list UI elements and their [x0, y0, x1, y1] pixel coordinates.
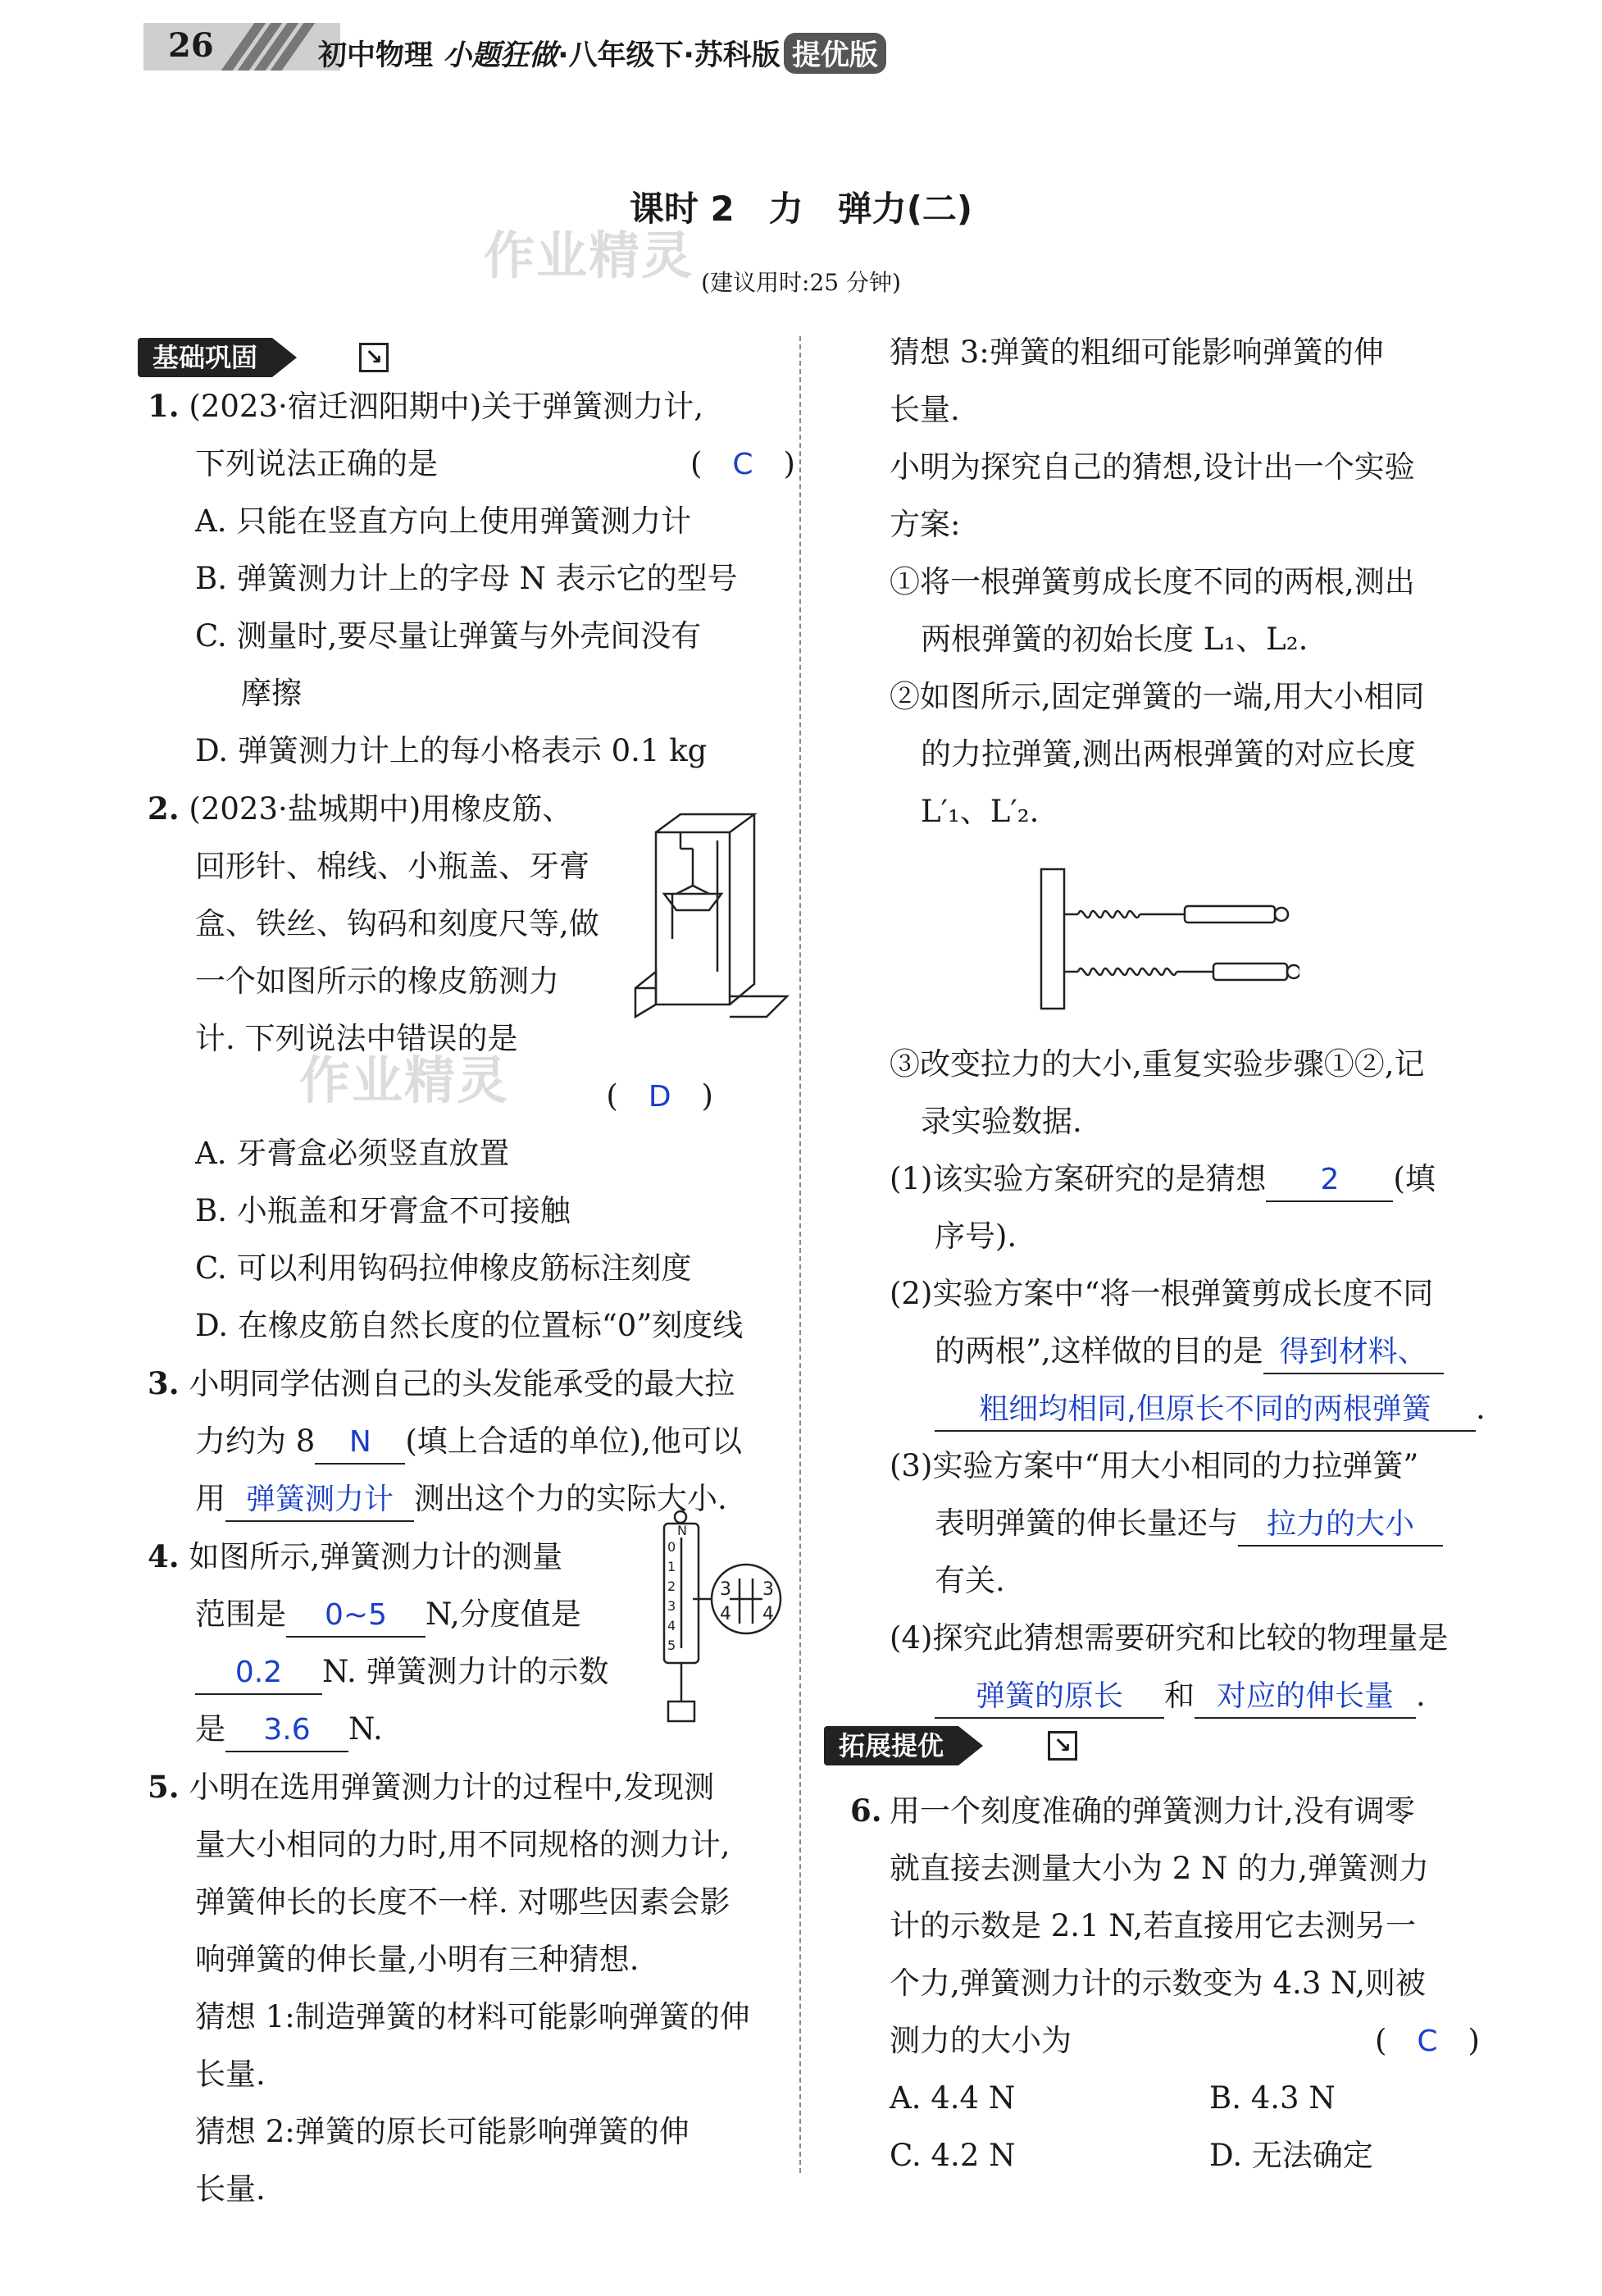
plan-intro-cont: 方案: [890, 507, 961, 542]
question-stem: (1)该实验方案研究的是猜想 [890, 1161, 1267, 1196]
question-stem: 计的示数是 2.1 N,若直接用它去测另一 [890, 1908, 1417, 1943]
options-row [890, 2070, 1480, 2127]
answer-bracket: ( C ) [689, 446, 795, 481]
guess-1: 猜想 1:制造弹簧的材料可能影响弹簧的伸 [195, 1999, 750, 2034]
sub-question-2-cont [890, 1323, 1480, 1380]
question-stem: 如图所示,弹簧测力计的测量 [189, 1539, 563, 1574]
question-stem: . [1416, 1678, 1426, 1713]
step-3: ③改变拉力的大小,重复实验步骤①②,记 [890, 1046, 1425, 1082]
sub-question-2: (2)实验方案中“将一根弹簧剪成长度不同 [890, 1276, 1434, 1311]
question-stem: (填上合适的单位),他可以 [405, 1424, 742, 1459]
guess-3: 猜想 3:弹簧的粗细可能影响弹簧的伸 [890, 335, 1384, 370]
question-stem: (填 [1393, 1161, 1436, 1196]
question-stem: 范围是 [195, 1597, 286, 1632]
question-number: 4. [148, 1538, 180, 1574]
section-extension: 拓展提优 [824, 1726, 958, 1765]
sub-question-4-cont [890, 1667, 1480, 1724]
option-d: D. 在橡皮筋自然长度的位置标“0”刻度线 [195, 1308, 744, 1343]
question-number: 5. [148, 1769, 180, 1805]
answer: 弹簧测力计 [245, 1483, 394, 1516]
sub-question-1 [890, 1150, 1480, 1208]
option-c: C. 测量时,要尽量让弹簧与外壳间没有 [195, 618, 702, 654]
answer: N [348, 1425, 371, 1459]
question-stem: . [1476, 1391, 1486, 1426]
question-stem: N. [348, 1711, 383, 1747]
question-stem: 和 [1164, 1678, 1195, 1713]
series-suffix: ·八年级下·苏科版 [558, 39, 781, 72]
answer-blank [1195, 1675, 1416, 1719]
scale-tick-label: 4 [667, 1618, 676, 1633]
scale-tick-label: 3 [667, 1598, 676, 1614]
answer-bracket-line [148, 1068, 795, 1125]
option-c: C. 4.2 N [890, 2138, 1016, 2173]
edition-badge: 提优版 [784, 33, 886, 74]
watermark: 作业精灵 [299, 1050, 510, 1110]
guess-2-cont: 长量. [195, 2171, 266, 2207]
left-column [148, 377, 795, 2218]
rubber-band-meter-figure [631, 808, 795, 1029]
step-2: ②如图所示,固定弹簧的一端,用大小相同 [890, 679, 1425, 714]
arrow-icon: ↘ [359, 343, 389, 372]
sub-question-3: (3)实验方案中“用大小相同的力拉弹簧” [890, 1448, 1419, 1483]
option-c: C. 可以利用钩码拉伸橡皮筋标注刻度 [195, 1250, 692, 1286]
scale-tick-label: 5 [667, 1638, 676, 1653]
question-stem: 小明在选用弹簧测力计的过程中,发现测 [189, 1770, 715, 1805]
question-stem: 一个如图所示的橡皮筋测力 [195, 963, 559, 999]
column-divider [799, 336, 801, 2173]
answer: 弹簧的原长 [975, 1679, 1123, 1713]
answer: 0.2 [234, 1656, 283, 1689]
question-stem: 回形针、棉线、小瓶盖、牙膏 [195, 849, 589, 884]
options-row [890, 2127, 1480, 2184]
zoom-tick-label: 4 [762, 1604, 774, 1624]
answer: C [732, 448, 753, 481]
question-stem: (2023·盐城期中)用橡皮筋、 [189, 791, 573, 827]
answer: 3.6 [263, 1713, 311, 1747]
question-stem: 用 [195, 1481, 225, 1516]
guess-3-cont: 长量. [890, 392, 960, 427]
section-basic: 基础巩固 [138, 338, 272, 377]
answer-blank [1263, 1331, 1444, 1374]
question-stem: N,分度值是 [426, 1597, 581, 1632]
question-5 [148, 1758, 795, 1816]
question-stem-line [890, 2012, 1480, 2070]
question-stem: N. 弹簧测力计的示数 [322, 1654, 609, 1689]
sub-question-1-cont: 序号). [935, 1219, 1017, 1254]
option-d: D. 无法确定 [1209, 2138, 1373, 2173]
question-stem: 盒、铁丝、钩码和刻度尺等,做 [195, 906, 599, 941]
scale-tick-label: 0 [667, 1539, 676, 1555]
question-stem: 计. 下列说法中错误的是 [195, 1021, 518, 1056]
question-stem: 就直接去测量大小为 2 N 的力,弹簧测力 [890, 1851, 1429, 1886]
lesson-title: 课时 2 力 弹力(二) [629, 189, 973, 229]
option-c-cont: 摩擦 [241, 676, 302, 711]
scale-tick-label: 1 [667, 1559, 676, 1574]
watermark: 作业精灵 [484, 226, 694, 285]
guess-2: 猜想 2:弹簧的原长可能影响弹簧的伸 [195, 2114, 689, 2149]
page-number: 26 [168, 26, 214, 65]
option-b: B. 小瓶盖和牙膏盒不可接触 [195, 1193, 571, 1228]
question-stem: 测力的大小为 [890, 2023, 1072, 2058]
question-number: 1. [148, 388, 180, 424]
question-3 [148, 1355, 795, 1413]
question-stem-line [148, 1413, 795, 1470]
scale-tick-label: 2 [667, 1578, 676, 1594]
spring-scale-figure [648, 1509, 791, 1726]
question-stem: (2023·宿迁泗阳期中)关于弹簧测力计, [189, 389, 703, 424]
option-a: A. 4.4 N [890, 2080, 1016, 2116]
answer-blank [315, 1421, 405, 1465]
answer: 2 [1320, 1163, 1340, 1196]
question-number: 2. [148, 790, 180, 827]
step-1-cont: 两根弹簧的初始长度 L₁、L₂. [921, 622, 1308, 657]
step-2-cont: L′₁、L′₂. [921, 794, 1040, 829]
option-b: B. 弹簧测力计上的字母 N 表示它的型号 [195, 561, 738, 596]
question-stem: 下列说法正确的是 [195, 446, 438, 481]
question-6 [850, 1782, 1480, 1840]
answer-blank [1238, 1503, 1443, 1547]
suggested-time: (建议用时:25 分钟) [701, 269, 901, 296]
question-stem: 表明弹簧的伸长量还与 [935, 1506, 1238, 1541]
zoom-tick-label: 3 [720, 1579, 731, 1600]
answer-blank [195, 1651, 322, 1695]
question-number: 3. [148, 1365, 180, 1401]
arrow-icon: ↘ [1048, 1731, 1077, 1761]
zoom-tick-label: 3 [762, 1579, 774, 1600]
question-stem: 的两根”,这样做的目的是 [935, 1333, 1263, 1369]
answer-blank [1266, 1159, 1393, 1202]
two-springs-figure [1037, 865, 1299, 1013]
option-d: D. 弹簧测力计上的每小格表示 0.1 kg [195, 733, 708, 768]
answer: 得到材料、 [1279, 1335, 1427, 1369]
question-stem: 是 [195, 1711, 225, 1747]
scale-unit-label: N [677, 1523, 687, 1538]
question-stem: 弹簧伸长的长度不一样. 对哪些因素会影 [195, 1884, 730, 1920]
question-number: 6. [850, 1793, 882, 1829]
right-column [850, 324, 1486, 2184]
question-stem: 量大小相同的力时,用不同规格的测力计, [195, 1827, 730, 1862]
question-1 [148, 377, 795, 435]
answer: D [648, 1080, 671, 1114]
question-stem: 个力,弹簧测力计的示数变为 4.3 N,则被 [890, 1966, 1426, 2001]
series-prefix: 初中物理 [318, 39, 434, 72]
question-stem: 测出这个力的实际大小. [414, 1481, 727, 1516]
option-a: A. 只能在竖直方向上使用弹簧测力计 [195, 503, 692, 539]
step-2-cont: 的力拉弹簧,测出两根弹簧的对应长度 [921, 736, 1416, 772]
answer-blank [935, 1388, 1476, 1432]
sub-question-3-cont [890, 1495, 1480, 1552]
answer-blank [935, 1675, 1164, 1719]
answer-blank [286, 1594, 426, 1638]
sub-question-3-cont: 有关. [935, 1563, 1005, 1598]
answer: 拉力的大小 [1266, 1507, 1414, 1541]
question-stem: 用一个刻度准确的弹簧测力计,没有调零 [890, 1793, 1415, 1829]
series-brand-logo: 小题狂做 [443, 39, 558, 72]
answer: C [1417, 2025, 1438, 2058]
sub-question-4: (4)探究此猜想需要研究和比较的物理量是 [890, 1620, 1449, 1656]
answer: 对应的伸长量 [1216, 1679, 1394, 1713]
question-stem: 力约为 8 [195, 1424, 316, 1459]
guess-1-cont: 长量. [195, 2057, 266, 2092]
sub-question-2-cont [890, 1380, 1486, 1437]
answer: 0~5 [325, 1598, 387, 1632]
step-3-cont: 录实验数据. [921, 1104, 1082, 1139]
answer: 粗细均相同,但原长不同的两根弹簧 [979, 1392, 1431, 1426]
question-stem: 小明同学估测自己的头发能承受的最大拉 [189, 1366, 735, 1401]
answer-bracket: ( D ) [606, 1078, 713, 1114]
question-stem-line [148, 435, 795, 493]
answer-bracket: ( C ) [1374, 2023, 1480, 2058]
zoom-tick-label: 4 [720, 1604, 731, 1624]
series-title [318, 33, 886, 74]
answer-blank [225, 1709, 348, 1752]
answer-blank [225, 1478, 414, 1522]
question-stem: 响弹簧的伸长量,小明有三种猜想. [195, 1942, 639, 1977]
option-b: B. 4.3 N [1209, 2080, 1336, 2116]
plan-intro: 小明为探究自己的猜想,设计出一个实验 [890, 449, 1415, 485]
step-1: ①将一根弹簧剪成长度不同的两根,测出 [890, 564, 1415, 599]
option-a: A. 牙膏盒必须竖直放置 [195, 1136, 510, 1171]
